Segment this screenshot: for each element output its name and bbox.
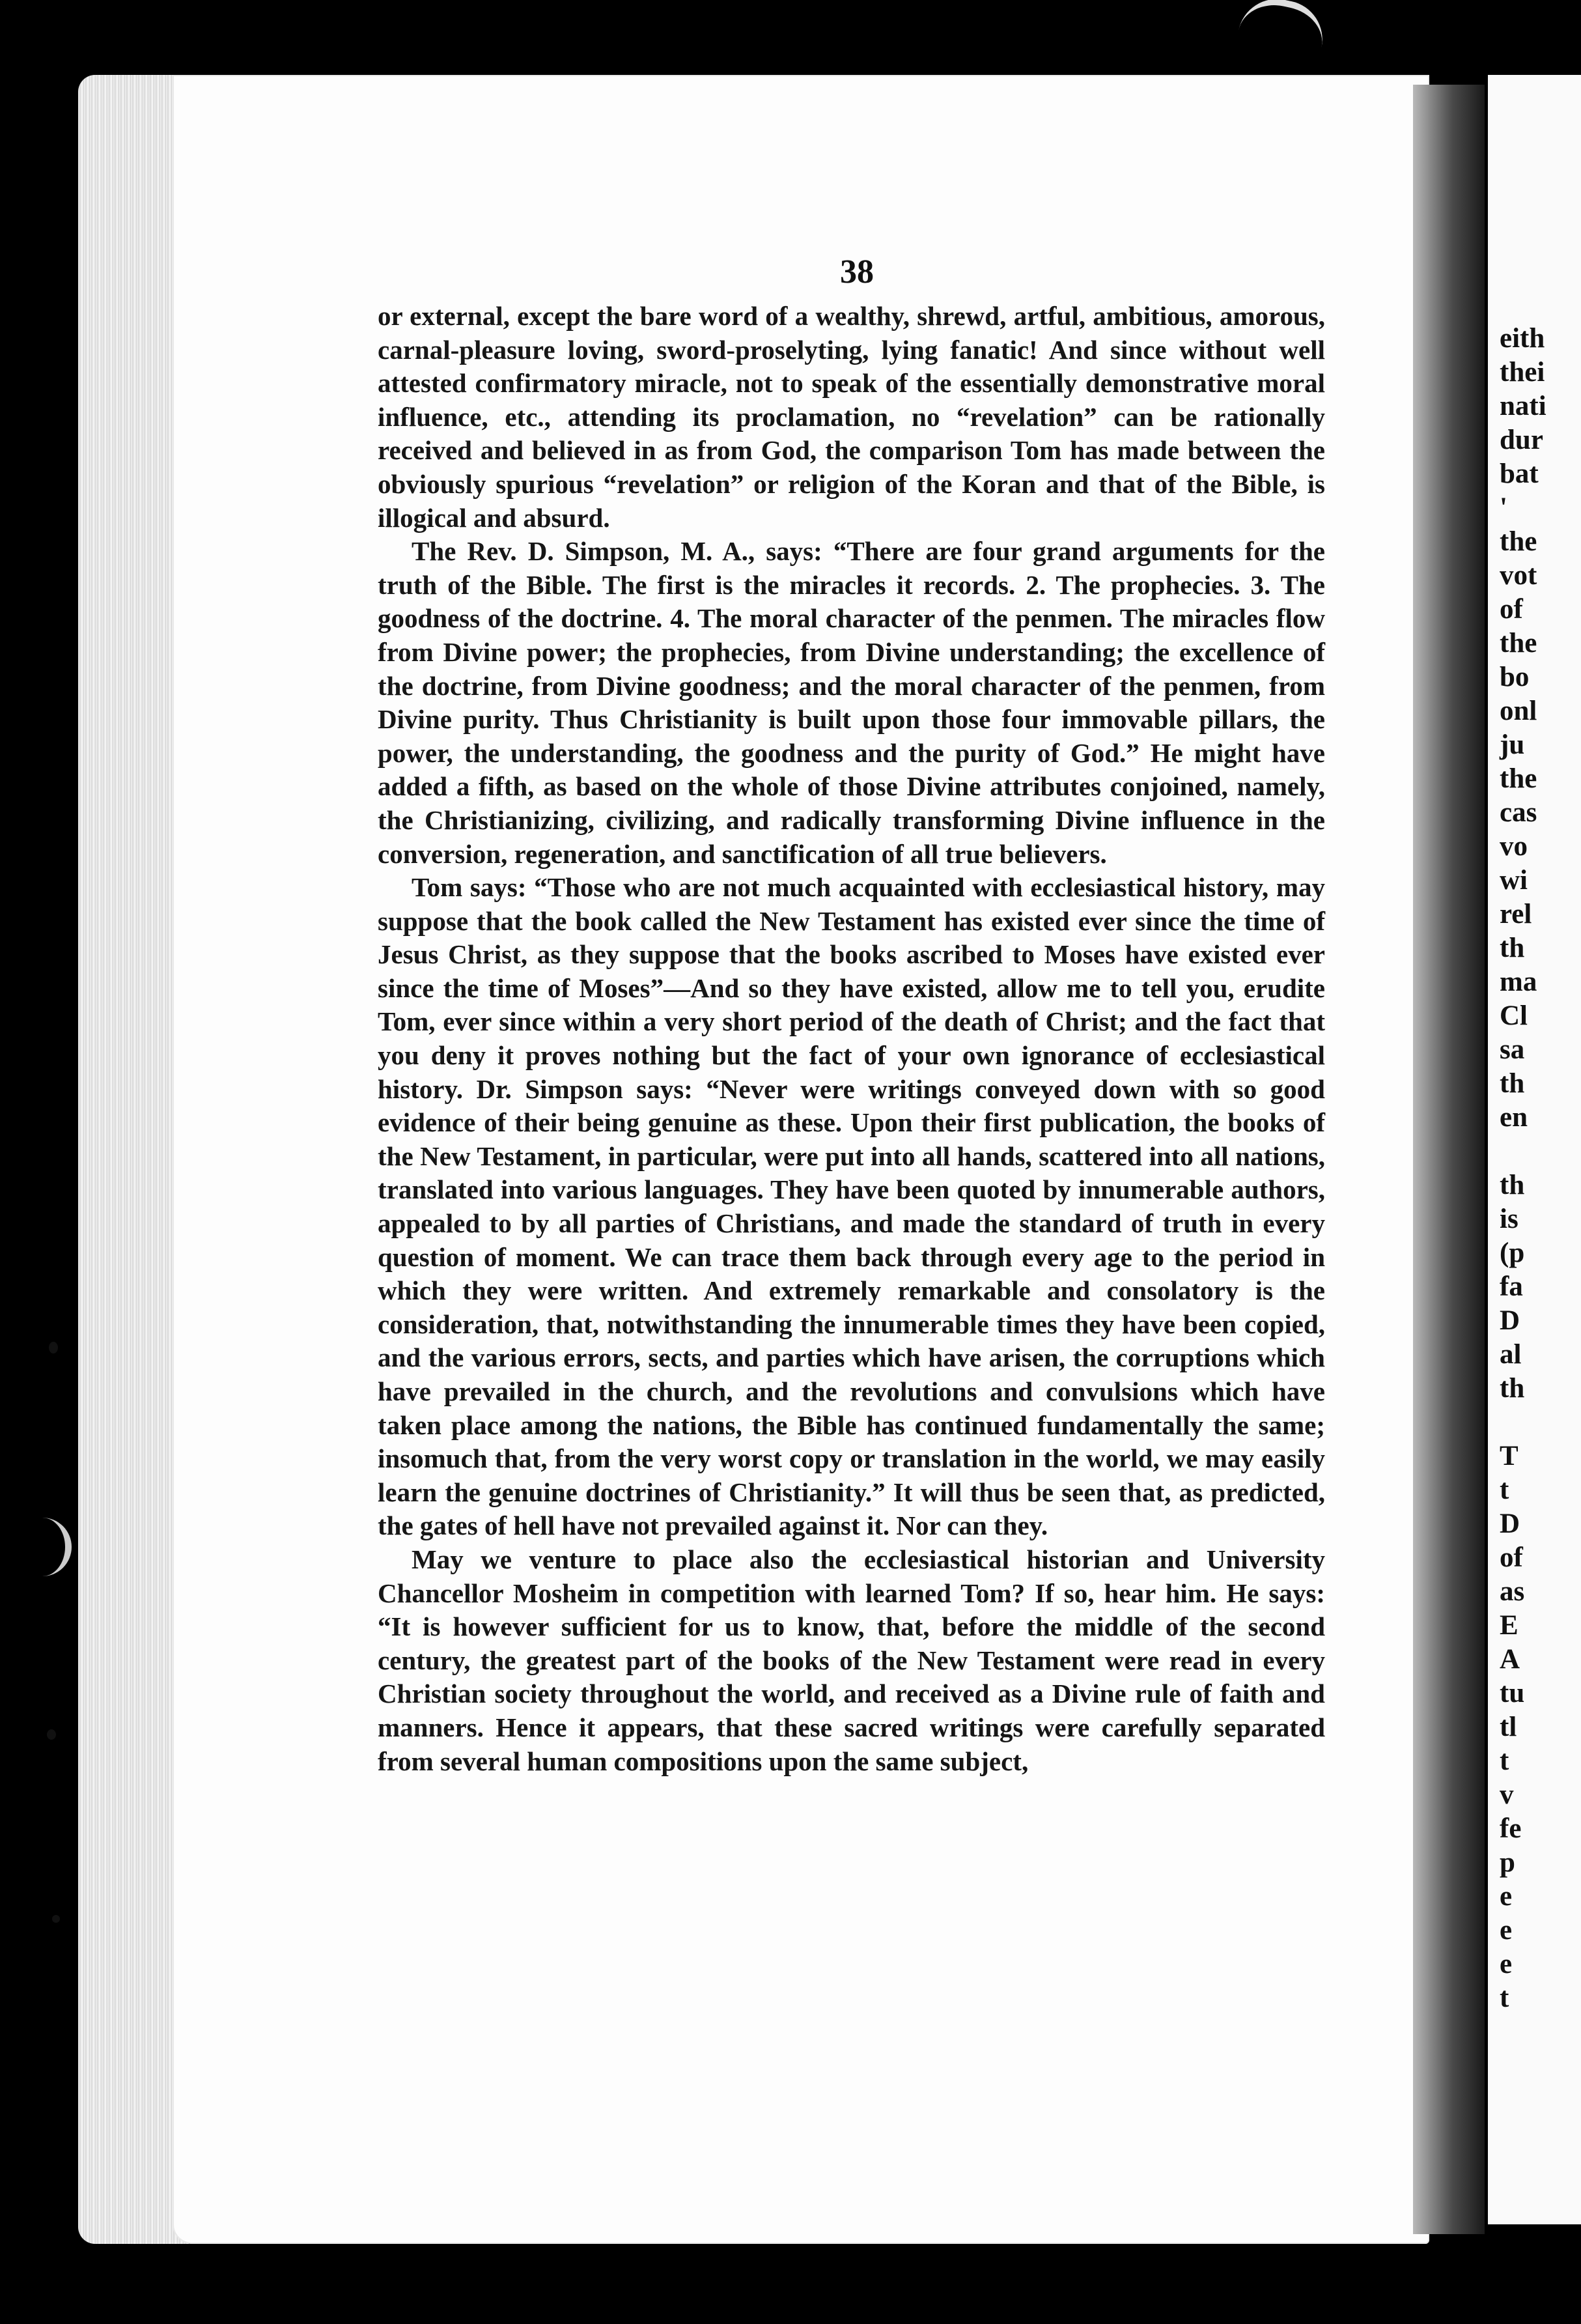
facing-page-fragment: thei xyxy=(1500,357,1545,388)
facing-page-fragment: t xyxy=(1500,1475,1509,1505)
facing-page-fragment: p xyxy=(1500,1847,1515,1878)
facing-page-fragment: T xyxy=(1500,1441,1518,1471)
scan-speck xyxy=(47,1729,56,1740)
facing-page xyxy=(1488,75,1581,2224)
facing-page-fragment: e xyxy=(1500,1949,1513,1979)
facing-page-fragment: is xyxy=(1500,1204,1518,1234)
scan-artifact-top xyxy=(1236,0,1330,61)
paragraph: Tom says: “Those who are not much acquainted with ecclesiastical history, may suppose that the book called the New Testament has existed ever since the time of Jesus Christ, as they suppose that the books ascribed to Moses have existed ever since the time of Moses”—And so they have existed, allow me to tell you, erudite Tom, ever since within a very short period of the death of Christ; and the fact that you deny it proves nothing but the fact of your own ignorance of ecclesiastical history. Dr. Simpson says: “Never were writings conveyed down with so good evidence of their being genuine as these. Upon their first publication, the books of the New Testament, in particular, were put into all hands, scattered into all nations, translated into various languages. They have been quoted by innumerable authors, appealed to by all parties of Christians, and made the standard of truth in every question of moment. We can trace them back through every age to the period in which they were written. And extremely remarkable and consolatory is the consideration, that, notwithstanding the innumerable times they have been copied, and the various errors, sects, and parties which have arisen, the corruptions which have prevailed in the church, and the revolutions and convulsions which have taken place among the nations, the Bible has continued fundamentally the same; insomuch that, from the very worst copy or translation in the world, we may easily learn the genuine doctrines of Christianity.” It will thus be seen that, as predicted, the gates of hell have not prevailed against it. Nor can they. xyxy=(378,872,1325,1541)
facing-page-fragment: onl xyxy=(1500,696,1537,726)
facing-page-fragment: bo xyxy=(1500,662,1530,692)
facing-page-fragment: e xyxy=(1500,1915,1513,1946)
facing-page-fragment: (p xyxy=(1500,1238,1525,1268)
facing-page-fragment: ma xyxy=(1500,967,1537,997)
paragraph: The Rev. D. Simpson, M. A., says: “There are four grand arguments for the truth of the Bible. The first is the miracles it records. 2. The prophecies. 3. The goodness of the doctrine. 4. The moral character of the penmen. The miracles flow from Divine power; the prophecies, from Divine understanding; the excellence of the doctrine, from Divine goodness; and the moral character of the penmen, from Divine purity. Thus Christianity is built upon those four immovable pillars, the power, the understanding, the goodness and the purity of God.” He might have added a fifth, as based on the whole of those Divine attributes conjoined, namely, the Christianizing, civilizing, and radically transforming Divine influence in the conversion, regeneration, and sanctification of all true believers. xyxy=(378,536,1325,869)
facing-page-fragment: as xyxy=(1500,1576,1525,1607)
facing-page-fragment: t xyxy=(1500,1746,1509,1776)
facing-page-fragment: th xyxy=(1500,1068,1525,1099)
facing-page-fragment: e xyxy=(1500,1881,1513,1912)
facing-page-fragment: cas xyxy=(1500,797,1537,828)
paragraph: or external, except the bare word of a wealthy, shrewd, artful, ambitious, amorous, carnal-pleasure loving, sword-proselyting, lying fanatic! And since without well attested confirmatory miracle, not to speak of the essentially demonstrative moral influence, etc., attending its proclamation, no “revelation” can be rationally received and believed in as from God, the comparison Tom has made between the obviously spurious “revelation” or religion of the Koran and that of the Bible, is illogical and absurd. xyxy=(378,301,1325,533)
facing-page-fragment: of xyxy=(1500,1542,1523,1573)
facing-page-fragment: of xyxy=(1500,594,1523,625)
facing-page-fragment: Cl xyxy=(1500,1000,1528,1031)
facing-page-fragment: th xyxy=(1500,1373,1525,1404)
facing-page-fragment: ' xyxy=(1500,492,1507,523)
facing-page-fragment: vot xyxy=(1500,560,1537,591)
facing-page-fragment: en xyxy=(1500,1102,1528,1133)
scan-speck xyxy=(49,1342,58,1353)
facing-page-fragment: ju xyxy=(1500,730,1525,760)
facing-page-fragment: nati xyxy=(1500,391,1546,421)
book-gutter xyxy=(1413,85,1485,2234)
facing-page-fragment: D xyxy=(1500,1509,1520,1539)
facing-page-fragment: rel xyxy=(1500,899,1532,929)
facing-page-fragment: fa xyxy=(1500,1271,1523,1302)
facing-page-fragment: t xyxy=(1500,1983,1509,2013)
facing-page-fragment: sa xyxy=(1500,1034,1525,1065)
facing-page-fragment: E xyxy=(1500,1610,1518,1641)
facing-page-fragment: tl xyxy=(1500,1712,1517,1742)
facing-page-fragment: v xyxy=(1500,1779,1514,1810)
facing-page-fragment: th xyxy=(1500,933,1525,963)
facing-page-fragment: D xyxy=(1500,1305,1520,1336)
facing-page-fragment: the xyxy=(1500,526,1537,557)
facing-page-fragment: the xyxy=(1500,628,1537,659)
scan-speck xyxy=(52,1915,60,1923)
facing-page-fragment: fe xyxy=(1500,1813,1522,1844)
facing-page-fragment: the xyxy=(1500,763,1537,794)
facing-page-fragment: eith xyxy=(1500,323,1545,354)
facing-page-fragment: bat xyxy=(1500,459,1539,489)
facing-page-fragment: al xyxy=(1500,1339,1522,1370)
paragraph: May we venture to place also the ecclesiastical historian and University Chancellor Mosheim in competition with learned Tom? If so, hear him. He says: “It is however sufficient for us to know, that, before the middle of the second century, the greatest part of the books of the New Testament were read in every Christian society throughout the world, and received as a Divine rule of faith and manners. Hence it appears, that these sacred writings were carefully separated from several human compositions upon the same subject, xyxy=(378,1544,1325,1776)
scan-artifact-left xyxy=(33,1518,72,1576)
page-body xyxy=(378,300,1325,1778)
facing-page-fragment: dur xyxy=(1500,425,1543,455)
page-number: 38 xyxy=(840,253,874,290)
facing-page-fragment: vo xyxy=(1500,831,1528,862)
facing-page-fragment: th xyxy=(1500,1170,1525,1200)
facing-page-fragment: A xyxy=(1500,1644,1520,1675)
facing-page-fragment: tu xyxy=(1500,1678,1525,1708)
facing-page-fragment: wi xyxy=(1500,865,1528,896)
